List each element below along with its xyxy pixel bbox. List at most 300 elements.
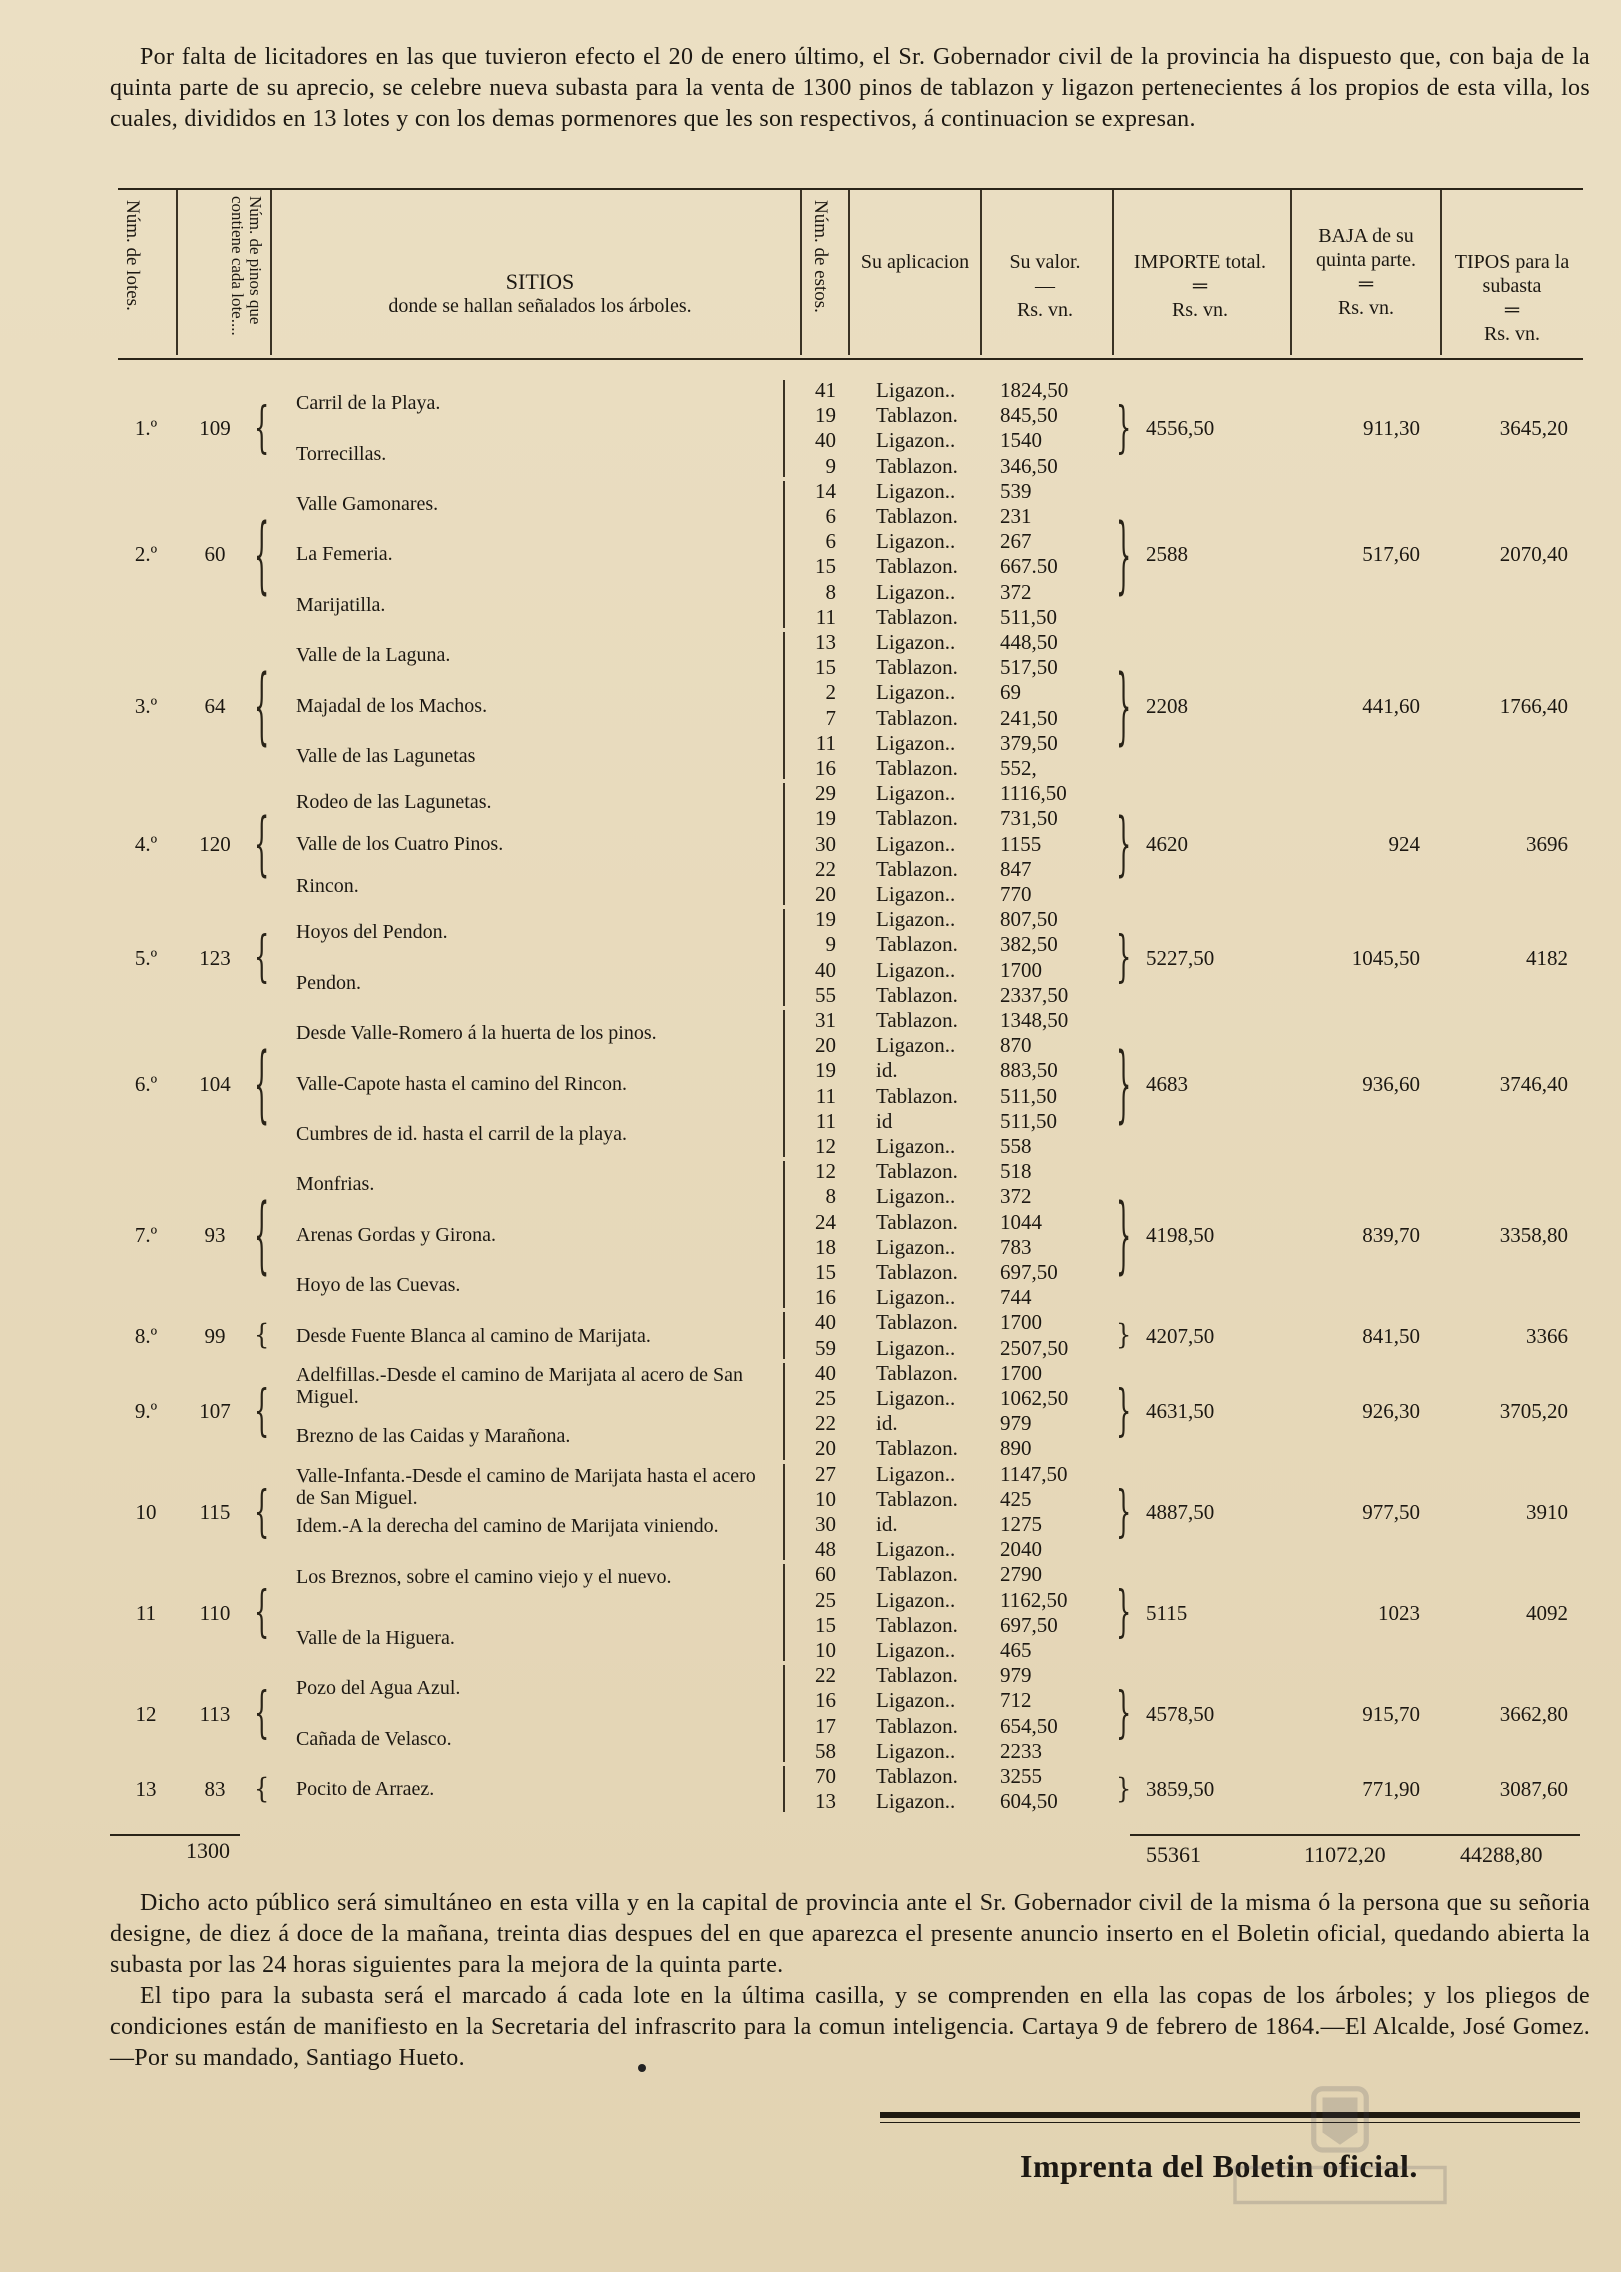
tree-use: Tablazon. xyxy=(876,1486,958,1511)
lot-baja: 517,60 xyxy=(1362,542,1420,567)
trees-count: 13 xyxy=(815,1789,836,1814)
lot-number: 2.º xyxy=(134,542,158,567)
tree-use: Tablazon. xyxy=(876,1436,958,1461)
lot-importe: 4207,50 xyxy=(1146,1323,1215,1348)
tree-value: 845,50 xyxy=(1000,403,1058,428)
printer-imprint: Imprenta del Boletin oficial. xyxy=(1020,2148,1418,2184)
header-tipos-label: TIPOS para la subasta xyxy=(1454,251,1570,297)
lot-baja: 841,50 xyxy=(1362,1323,1420,1348)
site-name: Hoyos del Pendon. xyxy=(296,921,448,944)
header-baja-label: BAJA de su quinta parte. xyxy=(1316,225,1416,271)
tree-value: 372 xyxy=(1000,1184,1032,1209)
lot-importe: 2208 xyxy=(1146,693,1188,718)
site-name: Valle de la Laguna. xyxy=(296,644,451,667)
table-header-rule xyxy=(118,358,1583,360)
header-tipos-unit: Rs. vn. xyxy=(1483,323,1541,345)
col-divider xyxy=(270,190,272,355)
header-num-pinos: Núm. de pinos que contiene cada lote.... xyxy=(228,196,265,336)
col-divider xyxy=(848,190,850,355)
tree-use: Ligazon.. xyxy=(876,680,956,705)
tree-use: Ligazon.. xyxy=(876,378,956,402)
tree-value: 604,50 xyxy=(1000,1789,1058,1814)
trees-count: 29 xyxy=(815,781,836,806)
total-tipos: 44288,80 xyxy=(1460,1842,1543,1867)
tree-use: Ligazon.. xyxy=(876,1537,956,1562)
site-name: Marijatilla. xyxy=(296,593,386,616)
header-baja xyxy=(1296,224,1436,320)
site-name: Carril de la Playa. xyxy=(296,392,441,415)
tree-use: Tablazon. xyxy=(876,1360,958,1385)
lot-importe: 3859,50 xyxy=(1146,1777,1215,1802)
header-num-estos: Núm. de estos. xyxy=(810,200,831,313)
right-brace-icon: } xyxy=(1116,925,1132,990)
tree-use: Ligazon.. xyxy=(876,957,956,982)
trees-count: 8 xyxy=(825,1184,836,1209)
site-name: Valle de las Lagunetas xyxy=(296,745,476,767)
trees-count: 11 xyxy=(815,730,836,755)
lot-baja: 1045,50 xyxy=(1351,945,1420,970)
header-importe-unit: Rs. vn. xyxy=(1171,299,1229,321)
header-importe xyxy=(1120,250,1280,322)
lot-baja: 915,70 xyxy=(1362,1701,1420,1726)
tree-value: 3255 xyxy=(1000,1764,1042,1788)
header-baja-unit: Rs. vn. xyxy=(1337,297,1395,319)
tree-use: Ligazon.. xyxy=(876,1638,956,1662)
trees-count: 20 xyxy=(815,882,836,906)
trees-count: 25 xyxy=(815,1587,836,1612)
trees-count: 70 xyxy=(815,1764,836,1788)
tree-use: Tablazon. xyxy=(876,1260,958,1284)
col-divider xyxy=(1290,190,1292,355)
tree-value: 511,50 xyxy=(1000,1083,1057,1108)
tree-value: 890 xyxy=(1000,1436,1032,1461)
trees-count: 27 xyxy=(815,1461,836,1486)
tree-value: 883,50 xyxy=(1000,1058,1058,1083)
lot-importe: 5115 xyxy=(1146,1600,1188,1625)
tree-use: Tablazon. xyxy=(876,1310,958,1335)
tree-value: 346,50 xyxy=(1000,453,1058,478)
trees-count: 55 xyxy=(815,982,836,1007)
lot-tipo: 3662,80 xyxy=(1499,1701,1568,1726)
tree-use: Ligazon.. xyxy=(876,1285,956,1310)
lot-number: 6.º xyxy=(134,1071,158,1096)
tree-value: 654,50 xyxy=(1000,1713,1058,1738)
lot-tipo: 1766,40 xyxy=(1499,693,1568,718)
lot-tipo: 3705,20 xyxy=(1499,1399,1568,1424)
tree-use: Ligazon.. xyxy=(876,428,956,453)
tree-value: 1540 xyxy=(1000,428,1042,453)
lot-pine-count: 120 xyxy=(199,832,231,857)
trees-count: 19 xyxy=(815,403,836,428)
lot-pine-count: 107 xyxy=(199,1399,231,1424)
lot-pine-count: 109 xyxy=(199,416,231,441)
tree-value: 2233 xyxy=(1000,1738,1042,1763)
tree-use: Ligazon.. xyxy=(876,730,956,755)
tree-use: Ligazon.. xyxy=(876,630,956,654)
lot-importe: 4683 xyxy=(1146,1071,1188,1096)
site-name: Valle-Capote hasta el camino del Rincon. xyxy=(296,1072,628,1095)
tree-use: Tablazon. xyxy=(876,856,958,881)
trees-count: 6 xyxy=(825,504,836,528)
lot-baja: 977,50 xyxy=(1362,1500,1420,1524)
watermark-crest-icon xyxy=(1200,2080,1480,2220)
tree-value: 517,50 xyxy=(1000,655,1058,680)
tree-use: Ligazon.. xyxy=(876,831,956,856)
tree-use: Tablazon. xyxy=(876,1008,958,1032)
lot-pine-count: 115 xyxy=(199,1500,231,1524)
trees-count: 12 xyxy=(815,1159,836,1184)
tree-value: 1044 xyxy=(1000,1209,1042,1234)
tree-value: 870 xyxy=(1000,1033,1032,1058)
left-brace-icon: { xyxy=(254,1772,270,1805)
tree-use: Tablazon. xyxy=(876,806,958,831)
tree-value: 2040 xyxy=(1000,1537,1042,1562)
tree-use: Tablazon. xyxy=(876,1083,958,1108)
header-valor-label: Su valor. xyxy=(1009,251,1081,273)
header-dash: ═ xyxy=(1192,275,1208,297)
tree-use: Tablazon. xyxy=(876,1209,958,1234)
left-brace-icon: { xyxy=(254,1318,270,1352)
lot-pine-count: 60 xyxy=(204,542,226,567)
trees-count: 22 xyxy=(815,1663,836,1688)
trees-count: 19 xyxy=(815,806,836,831)
ornament-dot xyxy=(638,2064,646,2072)
site-name: Pozo del Agua Azul. xyxy=(296,1677,461,1700)
lot-importe: 4887,50 xyxy=(1146,1500,1215,1524)
trees-count: 40 xyxy=(815,957,836,982)
site-name: Desde Valle-Romero á la huerta de los pinos. xyxy=(296,1022,657,1045)
tree-use: Ligazon.. xyxy=(876,1587,956,1612)
tree-value: 2790 xyxy=(1000,1562,1042,1587)
tree-value: 372 xyxy=(1000,579,1032,604)
tree-use: Ligazon.. xyxy=(876,781,956,806)
site-name: Valle de la Higuera. xyxy=(296,1627,455,1649)
trees-count: 15 xyxy=(815,554,836,579)
site-name: Valle-Infanta.-Desde el camino de Marijata hasta el acero de San Miguel. xyxy=(296,1464,756,1509)
tree-use: Tablazon. xyxy=(876,403,958,428)
tree-value: 511,50 xyxy=(1000,1108,1057,1133)
trees-count: 19 xyxy=(815,1058,836,1083)
tree-value: 425 xyxy=(1000,1486,1032,1511)
lot-importe: 5227,50 xyxy=(1146,945,1215,970)
trees-count: 10 xyxy=(815,1486,836,1511)
lot-baja: 1023 xyxy=(1378,1600,1420,1625)
left-brace-icon: { xyxy=(254,1378,270,1443)
right-brace-icon: } xyxy=(1116,505,1132,603)
trees-count: 30 xyxy=(815,1512,836,1536)
header-sitios-sub: donde se hallan señalados los árboles. xyxy=(388,295,692,317)
tree-use: Tablazon. xyxy=(876,705,958,730)
trees-count: 40 xyxy=(815,428,836,453)
trees-count: 11 xyxy=(815,1083,836,1108)
tree-use: Tablazon. xyxy=(876,1764,958,1788)
col-divider xyxy=(800,190,802,355)
site-divider xyxy=(783,1665,785,1762)
right-brace-icon: } xyxy=(1116,1580,1132,1645)
tree-value: 69 xyxy=(1000,680,1021,705)
tree-value: 558 xyxy=(1000,1134,1032,1158)
trees-count: 31 xyxy=(815,1008,836,1032)
tree-use: Tablazon. xyxy=(876,982,958,1007)
right-brace-icon: } xyxy=(1116,1772,1132,1805)
tree-use: Tablazon. xyxy=(876,1159,958,1184)
right-brace-icon: } xyxy=(1116,1378,1132,1443)
site-divider xyxy=(783,1363,785,1460)
total-pinos: 1300 xyxy=(186,1838,230,1863)
tree-use: Tablazon. xyxy=(876,1612,958,1637)
trees-count: 22 xyxy=(815,856,836,881)
totals-rule-right xyxy=(1130,1834,1580,1836)
trees-count: 15 xyxy=(815,1260,836,1284)
trees-count: 48 xyxy=(815,1537,836,1562)
tree-value: 770 xyxy=(1000,882,1032,906)
lot-baja: 924 xyxy=(1388,832,1420,857)
lot-baja: 936,60 xyxy=(1362,1071,1420,1096)
lot-tipo: 4182 xyxy=(1526,945,1568,970)
lot-importe: 4620 xyxy=(1146,832,1188,857)
site-name: Majadal de los Machos. xyxy=(296,694,488,717)
lot-pine-count: 83 xyxy=(204,1777,226,1802)
site-divider xyxy=(783,1161,785,1308)
trees-count: 13 xyxy=(815,630,836,654)
tree-value: 379,50 xyxy=(1000,730,1058,755)
tree-use: Ligazon.. xyxy=(876,1234,956,1259)
site-name: Pendon. xyxy=(296,971,361,994)
tree-use: id. xyxy=(876,1512,898,1536)
tree-use: id. xyxy=(876,1411,898,1436)
lot-tipo: 3087,60 xyxy=(1499,1777,1568,1802)
tree-value: 1700 xyxy=(1000,1310,1042,1335)
lot-importe: 4578,50 xyxy=(1146,1701,1215,1726)
left-brace-icon: { xyxy=(254,804,270,885)
lot-baja: 771,90 xyxy=(1362,1777,1420,1802)
trees-count: 16 xyxy=(815,1688,836,1713)
right-brace-icon: } xyxy=(1116,1479,1132,1544)
trees-count: 6 xyxy=(825,529,836,554)
trees-count: 15 xyxy=(815,1612,836,1637)
tree-value: 1700 xyxy=(1000,1360,1042,1385)
trees-count: 15 xyxy=(815,655,836,680)
left-brace-icon: { xyxy=(254,1479,270,1544)
tree-use: id. xyxy=(876,1058,898,1083)
lot-pine-count: 93 xyxy=(204,1222,226,1247)
tree-value: 1824,50 xyxy=(1000,378,1069,402)
tree-use: Tablazon. xyxy=(876,604,958,629)
site-divider xyxy=(783,783,785,905)
tree-use: Tablazon. xyxy=(876,453,958,478)
tree-use: Tablazon. xyxy=(876,1713,958,1738)
lot-pine-count: 104 xyxy=(199,1071,231,1096)
lot-number: 1.º xyxy=(134,416,158,441)
lot-tipo: 2070,40 xyxy=(1499,542,1568,567)
right-brace-icon: } xyxy=(1116,804,1132,885)
site-divider xyxy=(783,909,785,1006)
site-divider xyxy=(783,481,785,628)
trees-count: 59 xyxy=(815,1335,836,1360)
right-brace-icon: } xyxy=(1116,1318,1132,1352)
trees-count: 40 xyxy=(815,1360,836,1385)
header-dash: ═ xyxy=(1504,299,1520,321)
tree-value: 1275 xyxy=(1000,1512,1042,1536)
site-name: Arenas Gordas y Girona. xyxy=(296,1223,496,1246)
tree-value: 267 xyxy=(1000,529,1032,554)
lot-number: 12 xyxy=(135,1701,157,1726)
site-divider xyxy=(783,1564,785,1661)
left-brace-icon: { xyxy=(254,1580,270,1645)
trees-count: 16 xyxy=(815,1285,836,1310)
tree-value: 1062,50 xyxy=(1000,1386,1069,1410)
tree-use: id xyxy=(876,1108,893,1133)
tree-use: Ligazon.. xyxy=(876,1335,956,1360)
trees-count: 2 xyxy=(825,680,836,705)
trees-count: 30 xyxy=(815,831,836,856)
site-name: Los Breznos, sobre el camino viejo y el nuevo. xyxy=(296,1565,672,1588)
tree-value: 2507,50 xyxy=(1000,1335,1069,1360)
tree-value: 744 xyxy=(1000,1285,1032,1310)
lot-number: 11 xyxy=(135,1600,157,1625)
col-divider xyxy=(1112,190,1114,355)
tree-value: 1116,50 xyxy=(1000,781,1067,806)
lot-number: 3.º xyxy=(134,693,158,718)
lot-importe: 4631,50 xyxy=(1146,1399,1215,1424)
lot-number: 4.º xyxy=(134,832,158,857)
tree-value: 979 xyxy=(1000,1663,1032,1688)
lot-pine-count: 99 xyxy=(204,1323,226,1348)
site-name: Rincon. xyxy=(296,875,359,898)
tree-use: Ligazon.. xyxy=(876,1738,956,1763)
lot-tipo: 3696 xyxy=(1526,832,1568,857)
tree-use: Tablazon. xyxy=(876,655,958,680)
header-importe-label: IMPORTE total. xyxy=(1133,251,1267,273)
lot-number: 5.º xyxy=(134,945,158,970)
lot-tipo: 3645,20 xyxy=(1499,416,1568,441)
total-importe: 55361 xyxy=(1146,1842,1201,1867)
site-divider xyxy=(783,1766,785,1812)
left-brace-icon: { xyxy=(254,1035,270,1132)
lot-importe: 4556,50 xyxy=(1146,416,1215,441)
trees-count: 22 xyxy=(815,1411,836,1436)
closing-p1: Dicho acto público será simultáneo en esta villa y en la capital de provincia ante el Sr. Gobernador civil de la misma ó la persona que su señoria designe, de diez á doce de la mañana, treinta dias despues del en que aparezca el presente anuncio inserto en el Boletin oficial, quedando abierta la subasta por las 24 horas siguientes para la mejora de la quinta parte. xyxy=(110,1890,1590,1978)
site-name: Cañada de Velasco. xyxy=(296,1727,452,1750)
lot-baja: 839,70 xyxy=(1362,1222,1420,1247)
tree-value: 518 xyxy=(1000,1159,1032,1184)
header-sitios-title: SITIOS xyxy=(505,269,575,294)
lot-number: 9.º xyxy=(134,1399,158,1424)
lot-pine-count: 123 xyxy=(199,945,231,970)
col-divider xyxy=(176,190,178,355)
left-brace-icon: { xyxy=(254,505,270,603)
tree-use: Ligazon.. xyxy=(876,579,956,604)
site-name: Valle de los Cuatro Pinos. xyxy=(296,833,504,856)
left-brace-icon: { xyxy=(254,1186,270,1284)
tree-use: Ligazon.. xyxy=(876,882,956,906)
site-name: Rodeo de las Lagunetas. xyxy=(296,791,492,814)
right-brace-icon: } xyxy=(1116,1186,1132,1284)
lot-number: 10 xyxy=(135,1500,157,1524)
site-divider xyxy=(783,380,785,477)
site-divider xyxy=(783,632,785,779)
tree-use: Ligazon.. xyxy=(876,1461,956,1486)
lot-pine-count: 110 xyxy=(199,1600,231,1625)
lot-tipo: 3366 xyxy=(1526,1323,1568,1348)
lot-importe: 4198,50 xyxy=(1146,1222,1215,1247)
site-name: La Femeria. xyxy=(296,543,393,566)
tree-value: 552, xyxy=(1000,756,1037,780)
site-name: Monfrias. xyxy=(296,1173,375,1196)
tree-value: 1700 xyxy=(1000,957,1042,982)
site-name: Torrecillas. xyxy=(296,442,387,465)
lot-importe: 2588 xyxy=(1146,542,1188,567)
totals-rule-left xyxy=(110,1834,240,1836)
right-brace-icon: } xyxy=(1116,396,1132,460)
header-tipos xyxy=(1442,250,1582,346)
tree-value: 1348,50 xyxy=(1000,1008,1069,1032)
site-name: Hoyo de las Cuevas. xyxy=(296,1274,461,1297)
tree-value: 241,50 xyxy=(1000,705,1058,730)
lot-tipo: 3910 xyxy=(1526,1500,1568,1524)
lot-number: 13 xyxy=(135,1777,157,1802)
header-dash: — xyxy=(1035,275,1055,297)
tree-value: 448,50 xyxy=(1000,630,1058,654)
tree-use: Tablazon. xyxy=(876,554,958,579)
right-brace-icon: } xyxy=(1116,1035,1132,1132)
trees-count: 20 xyxy=(815,1033,836,1058)
trees-count: 9 xyxy=(825,932,836,957)
site-divider xyxy=(783,1464,785,1561)
tree-value: 231 xyxy=(1000,504,1032,528)
lot-tipo: 3746,40 xyxy=(1499,1071,1568,1096)
intro-text: Por falta de licitadores en las que tuvieron efecto el 20 de enero último, el Sr. Gobernador civil de la provincia ha dispuesto que, con baja de la quinta parte de su aprecio, se celebre nueva subasta para la venta de 1300 pinos de tablazon y ligazon pertenecientes á los propios de esta villa, los cuales, divididos en 13 lotes y con los demas pormenores que les son respectivos, á continuacion se expresan. xyxy=(110,44,1590,132)
lot-pine-count: 64 xyxy=(204,693,226,718)
tree-value: 697,50 xyxy=(1000,1612,1058,1637)
header-valor-unit: Rs. vn. xyxy=(1016,299,1074,321)
site-divider xyxy=(783,1312,785,1358)
table-top-rule xyxy=(118,188,1583,190)
site-name: Idem.-A la derecha del camino de Marijata viniendo. xyxy=(296,1515,719,1538)
header-valor xyxy=(990,250,1100,322)
header-num-lotes: Núm. de lotes. xyxy=(122,200,143,311)
trees-count: 16 xyxy=(815,756,836,780)
header-sitios xyxy=(300,270,780,318)
col-divider xyxy=(980,190,982,355)
tree-value: 1162,50 xyxy=(1000,1587,1068,1612)
trees-count: 58 xyxy=(815,1738,836,1763)
right-brace-icon: } xyxy=(1116,1681,1132,1746)
trees-count: 40 xyxy=(815,1310,836,1335)
tree-use: Ligazon.. xyxy=(876,907,956,932)
left-brace-icon: { xyxy=(254,925,270,990)
tree-use: Ligazon.. xyxy=(876,1033,956,1058)
trees-count: 9 xyxy=(825,453,836,478)
tree-use: Tablazon. xyxy=(876,756,958,780)
site-name: Adelfillas.-Desde el camino de Marijata al acero de San Miguel. xyxy=(296,1364,744,1408)
lot-tipo: 3358,80 xyxy=(1499,1222,1568,1247)
lot-number: 8.º xyxy=(134,1323,158,1348)
tree-value: 2337,50 xyxy=(1000,982,1069,1007)
trees-count: 20 xyxy=(815,1436,836,1461)
lot-baja: 926,30 xyxy=(1362,1399,1420,1424)
trees-count: 17 xyxy=(815,1713,836,1738)
tree-use: Ligazon.. xyxy=(876,478,956,503)
tree-value: 979 xyxy=(1000,1411,1032,1436)
tree-value: 697,50 xyxy=(1000,1260,1058,1284)
site-name: Pocito de Arraez. xyxy=(296,1778,435,1801)
tree-use: Ligazon.. xyxy=(876,1789,956,1814)
trees-count: 8 xyxy=(825,579,836,604)
tree-use: Tablazon. xyxy=(876,1663,958,1688)
tree-value: 1147,50 xyxy=(1000,1461,1068,1486)
left-brace-icon: { xyxy=(254,396,270,460)
